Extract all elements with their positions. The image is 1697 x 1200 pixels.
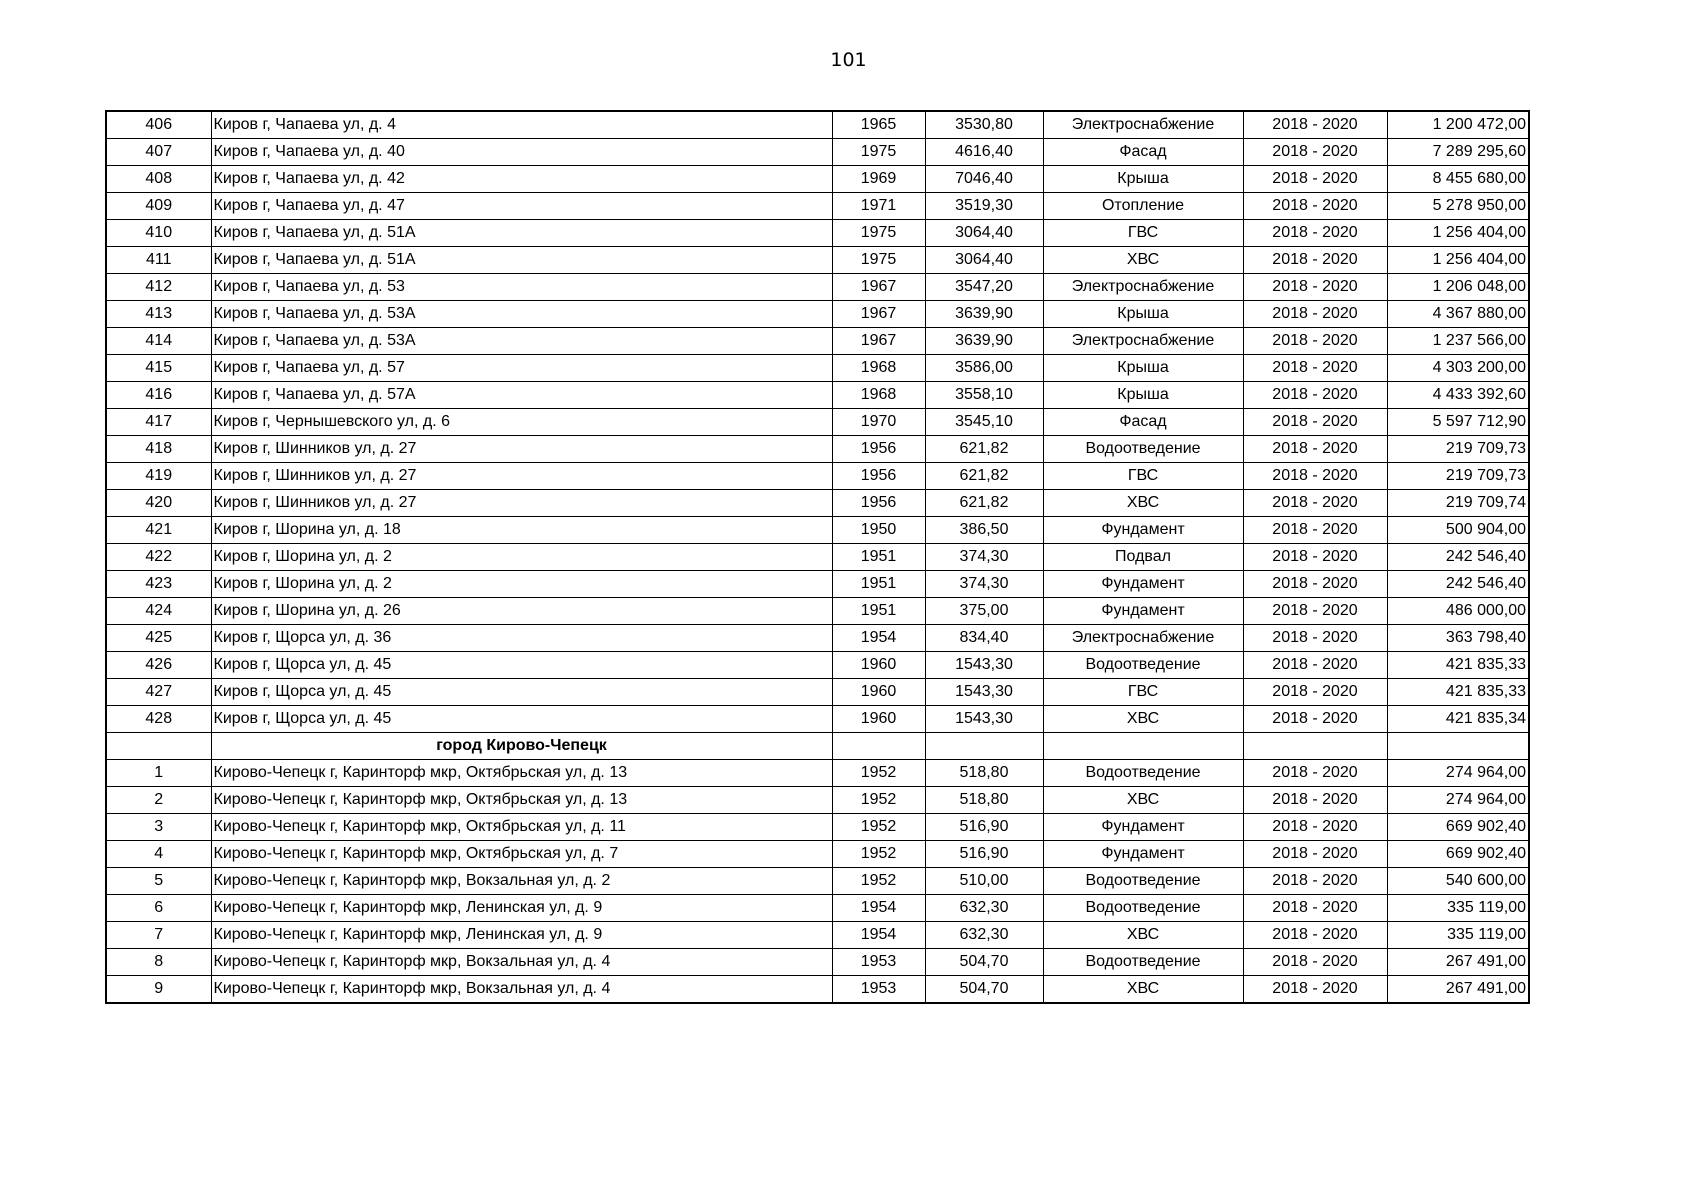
cell-period: 2018 - 2020	[1243, 949, 1387, 976]
cell-area: 621,82	[925, 436, 1043, 463]
cell-number: 408	[106, 166, 211, 193]
page-number: 101	[830, 49, 867, 71]
cell-cost: 1 206 048,00	[1387, 274, 1529, 301]
cell-cost: 421 835,33	[1387, 652, 1529, 679]
table-row	[106, 976, 1529, 1004]
table-row	[106, 247, 1529, 274]
cell-cost: 4 433 392,60	[1387, 382, 1529, 409]
cell-work-type: Крыша	[1043, 382, 1243, 409]
cell-address: Киров г, Щорса ул, д. 45	[211, 652, 832, 679]
cell-year: 1965	[832, 111, 925, 139]
cell-cost: 1 237 566,00	[1387, 328, 1529, 355]
cell-year	[832, 733, 925, 760]
cell-number: 4	[106, 841, 211, 868]
cell-year: 1951	[832, 544, 925, 571]
cell-period: 2018 - 2020	[1243, 922, 1387, 949]
cell-address: Киров г, Шорина ул, д. 18	[211, 517, 832, 544]
cell-address: Киров г, Шинников ул, д. 27	[211, 490, 832, 517]
cell-number: 410	[106, 220, 211, 247]
cell-work-type: Фасад	[1043, 409, 1243, 436]
cell-period: 2018 - 2020	[1243, 139, 1387, 166]
cell-address: Кирово-Чепецк г, Каринторф мкр, Вокзальная ул, д. 4	[211, 949, 832, 976]
cell-period: 2018 - 2020	[1243, 247, 1387, 274]
table-body	[106, 111, 1529, 1003]
cell-year: 1960	[832, 652, 925, 679]
cell-year: 1975	[832, 247, 925, 274]
cell-period: 2018 - 2020	[1243, 787, 1387, 814]
cell-area: 7046,40	[925, 166, 1043, 193]
cell-address: Киров г, Чернышевского ул, д. 6	[211, 409, 832, 436]
cell-cost: 219 709,74	[1387, 490, 1529, 517]
cell-year: 1954	[832, 625, 925, 652]
cell-address: Кирово-Чепецк г, Каринторф мкр, Октябрьская ул, д. 13	[211, 760, 832, 787]
cell-cost: 219 709,73	[1387, 463, 1529, 490]
cell-area: 4616,40	[925, 139, 1043, 166]
table-row	[106, 544, 1529, 571]
cell-period: 2018 - 2020	[1243, 895, 1387, 922]
cell-number: 412	[106, 274, 211, 301]
cell-cost: 1 200 472,00	[1387, 111, 1529, 139]
cell-address: Киров г, Щорса ул, д. 45	[211, 706, 832, 733]
cell-area: 1543,30	[925, 652, 1043, 679]
cell-period: 2018 - 2020	[1243, 868, 1387, 895]
cell-number: 423	[106, 571, 211, 598]
cell-work-type: Фасад	[1043, 139, 1243, 166]
cell-cost: 242 546,40	[1387, 571, 1529, 598]
cell-work-type: Фундамент	[1043, 841, 1243, 868]
cell-area: 3639,90	[925, 301, 1043, 328]
cell-cost: 335 119,00	[1387, 895, 1529, 922]
cell-cost: 363 798,40	[1387, 625, 1529, 652]
cell-period: 2018 - 2020	[1243, 463, 1387, 490]
cell-number: 8	[106, 949, 211, 976]
cell-work-type: Отопление	[1043, 193, 1243, 220]
cell-address: Киров г, Чапаева ул, д. 51А	[211, 247, 832, 274]
cell-work-type: ХВС	[1043, 922, 1243, 949]
cell-address: Киров г, Щорса ул, д. 45	[211, 679, 832, 706]
cell-year: 1952	[832, 787, 925, 814]
cell-number: 417	[106, 409, 211, 436]
repair-register-table	[105, 110, 1530, 1004]
cell-number: 427	[106, 679, 211, 706]
cell-period: 2018 - 2020	[1243, 652, 1387, 679]
cell-area: 3639,90	[925, 328, 1043, 355]
cell-year: 1968	[832, 355, 925, 382]
cell-cost: 500 904,00	[1387, 517, 1529, 544]
cell-work-type: Фундамент	[1043, 598, 1243, 625]
cell-number: 414	[106, 328, 211, 355]
cell-cost: 669 902,40	[1387, 814, 1529, 841]
cell-year: 1951	[832, 571, 925, 598]
cell-period	[1243, 733, 1387, 760]
cell-work-type: Фундамент	[1043, 571, 1243, 598]
cell-cost: 1 256 404,00	[1387, 220, 1529, 247]
section-header-row	[106, 733, 1529, 760]
cell-work-type: ГВС	[1043, 220, 1243, 247]
cell-year: 1953	[832, 976, 925, 1004]
cell-address: Кирово-Чепецк г, Каринторф мкр, Октябрьская ул, д. 7	[211, 841, 832, 868]
cell-work-type: Электроснабжение	[1043, 274, 1243, 301]
cell-period: 2018 - 2020	[1243, 436, 1387, 463]
cell-period: 2018 - 2020	[1243, 355, 1387, 382]
cell-year: 1967	[832, 328, 925, 355]
cell-work-type: Электроснабжение	[1043, 625, 1243, 652]
cell-number: 2	[106, 787, 211, 814]
table-row	[106, 490, 1529, 517]
cell-cost: 5 597 712,90	[1387, 409, 1529, 436]
cell-work-type: Фундамент	[1043, 814, 1243, 841]
table-row	[106, 922, 1529, 949]
table-row	[106, 787, 1529, 814]
cell-number: 6	[106, 895, 211, 922]
table-row	[106, 841, 1529, 868]
cell-period: 2018 - 2020	[1243, 706, 1387, 733]
cell-cost: 1 256 404,00	[1387, 247, 1529, 274]
cell-area: 518,80	[925, 760, 1043, 787]
cell-work-type: Водоотведение	[1043, 436, 1243, 463]
cell-address: Киров г, Чапаева ул, д. 57А	[211, 382, 832, 409]
cell-work-type: Крыша	[1043, 301, 1243, 328]
cell-cost: 267 491,00	[1387, 949, 1529, 976]
cell-period: 2018 - 2020	[1243, 679, 1387, 706]
cell-year: 1956	[832, 490, 925, 517]
cell-area: 3558,10	[925, 382, 1043, 409]
cell-cost: 421 835,33	[1387, 679, 1529, 706]
cell-address: Киров г, Чапаева ул, д. 53А	[211, 328, 832, 355]
cell-period: 2018 - 2020	[1243, 490, 1387, 517]
cell-cost: 669 902,40	[1387, 841, 1529, 868]
cell-number: 406	[106, 111, 211, 139]
cell-address: Киров г, Шорина ул, д. 26	[211, 598, 832, 625]
cell-number: 5	[106, 868, 211, 895]
cell-area: 504,70	[925, 949, 1043, 976]
cell-year: 1967	[832, 274, 925, 301]
cell-cost: 486 000,00	[1387, 598, 1529, 625]
table-row	[106, 220, 1529, 247]
cell-area: 3064,40	[925, 247, 1043, 274]
cell-year: 1951	[832, 598, 925, 625]
cell-cost: 7 289 295,60	[1387, 139, 1529, 166]
cell-area: 374,30	[925, 571, 1043, 598]
cell-cost: 5 278 950,00	[1387, 193, 1529, 220]
cell-address: Кирово-Чепецк г, Каринторф мкр, Ленинская ул, д. 9	[211, 922, 832, 949]
cell-year: 1954	[832, 922, 925, 949]
cell-area: 375,00	[925, 598, 1043, 625]
cell-year: 1971	[832, 193, 925, 220]
cell-period: 2018 - 2020	[1243, 841, 1387, 868]
cell-address: Киров г, Чапаева ул, д. 53	[211, 274, 832, 301]
cell-work-type: ХВС	[1043, 787, 1243, 814]
cell-area: 1543,30	[925, 706, 1043, 733]
cell-year: 1952	[832, 760, 925, 787]
cell-year: 1952	[832, 841, 925, 868]
cell-year: 1960	[832, 679, 925, 706]
cell-period: 2018 - 2020	[1243, 220, 1387, 247]
cell-cost: 421 835,34	[1387, 706, 1529, 733]
cell-period: 2018 - 2020	[1243, 571, 1387, 598]
table-row	[106, 409, 1529, 436]
cell-area: 621,82	[925, 463, 1043, 490]
cell-period: 2018 - 2020	[1243, 328, 1387, 355]
table-row	[106, 382, 1529, 409]
cell-year: 1952	[832, 868, 925, 895]
cell-period: 2018 - 2020	[1243, 111, 1387, 139]
table-row	[106, 274, 1529, 301]
cell-work-type: Водоотведение	[1043, 868, 1243, 895]
cell-work-type: Водоотведение	[1043, 949, 1243, 976]
cell-period: 2018 - 2020	[1243, 976, 1387, 1004]
table-row	[106, 598, 1529, 625]
cell-year: 1952	[832, 814, 925, 841]
cell-area: 3530,80	[925, 111, 1043, 139]
cell-number: 419	[106, 463, 211, 490]
cell-address: Киров г, Чапаева ул, д. 47	[211, 193, 832, 220]
cell-address: Киров г, Шинников ул, д. 27	[211, 436, 832, 463]
cell-address: Киров г, Чапаева ул, д. 4	[211, 111, 832, 139]
cell-work-type: ГВС	[1043, 679, 1243, 706]
cell-cost: 274 964,00	[1387, 760, 1529, 787]
cell-cost: 4 367 880,00	[1387, 301, 1529, 328]
cell-period: 2018 - 2020	[1243, 382, 1387, 409]
cell-number: 421	[106, 517, 211, 544]
cell-area: 516,90	[925, 814, 1043, 841]
table-row	[106, 706, 1529, 733]
cell-year: 1970	[832, 409, 925, 436]
cell-address: Киров г, Чапаева ул, д. 40	[211, 139, 832, 166]
cell-period: 2018 - 2020	[1243, 301, 1387, 328]
cell-work-type: Подвал	[1043, 544, 1243, 571]
cell-area: 632,30	[925, 922, 1043, 949]
cell-address: Киров г, Чапаева ул, д. 42	[211, 166, 832, 193]
cell-number: 418	[106, 436, 211, 463]
cell-year: 1956	[832, 463, 925, 490]
cell-area: 374,30	[925, 544, 1043, 571]
cell-work-type	[1043, 733, 1243, 760]
cell-work-type: Водоотведение	[1043, 760, 1243, 787]
cell-address: Киров г, Шинников ул, д. 27	[211, 463, 832, 490]
cell-period: 2018 - 2020	[1243, 193, 1387, 220]
cell-work-type: ХВС	[1043, 490, 1243, 517]
table-row	[106, 652, 1529, 679]
cell-cost: 4 303 200,00	[1387, 355, 1529, 382]
cell-number: 7	[106, 922, 211, 949]
cell-number	[106, 733, 211, 760]
table-row	[106, 625, 1529, 652]
cell-period: 2018 - 2020	[1243, 625, 1387, 652]
cell-area: 621,82	[925, 490, 1043, 517]
cell-number: 411	[106, 247, 211, 274]
table-row	[106, 679, 1529, 706]
cell-number: 409	[106, 193, 211, 220]
table-row	[106, 301, 1529, 328]
cell-work-type: ГВС	[1043, 463, 1243, 490]
cell-work-type: ХВС	[1043, 247, 1243, 274]
cell-number: 424	[106, 598, 211, 625]
cell-cost: 274 964,00	[1387, 787, 1529, 814]
cell-area: 518,80	[925, 787, 1043, 814]
cell-period: 2018 - 2020	[1243, 760, 1387, 787]
cell-number: 428	[106, 706, 211, 733]
cell-address: Кирово-Чепецк г, Каринторф мкр, Вокзальная ул, д. 2	[211, 868, 832, 895]
cell-area: 3064,40	[925, 220, 1043, 247]
cell-year: 1975	[832, 139, 925, 166]
cell-year: 1975	[832, 220, 925, 247]
table-row	[106, 814, 1529, 841]
table-row	[106, 949, 1529, 976]
cell-period: 2018 - 2020	[1243, 409, 1387, 436]
cell-number: 3	[106, 814, 211, 841]
cell-area: 3545,10	[925, 409, 1043, 436]
cell-year: 1969	[832, 166, 925, 193]
cell-number: 413	[106, 301, 211, 328]
table-row	[106, 571, 1529, 598]
cell-work-type: Крыша	[1043, 166, 1243, 193]
cell-number: 420	[106, 490, 211, 517]
cell-area	[925, 733, 1043, 760]
cell-address: Киров г, Щорса ул, д. 36	[211, 625, 832, 652]
cell-area: 510,00	[925, 868, 1043, 895]
table-row	[106, 328, 1529, 355]
table-row	[106, 868, 1529, 895]
cell-period: 2018 - 2020	[1243, 274, 1387, 301]
cell-area: 632,30	[925, 895, 1043, 922]
table-row	[106, 166, 1529, 193]
table-row	[106, 760, 1529, 787]
cell-area: 3586,00	[925, 355, 1043, 382]
cell-number: 426	[106, 652, 211, 679]
cell-area: 3547,20	[925, 274, 1043, 301]
cell-work-type: Крыша	[1043, 355, 1243, 382]
cell-work-type: ХВС	[1043, 706, 1243, 733]
cell-cost	[1387, 733, 1529, 760]
cell-cost: 267 491,00	[1387, 976, 1529, 1004]
table-row	[106, 139, 1529, 166]
cell-address: Кирово-Чепецк г, Каринторф мкр, Октябрьская ул, д. 11	[211, 814, 832, 841]
cell-area: 504,70	[925, 976, 1043, 1004]
cell-period: 2018 - 2020	[1243, 517, 1387, 544]
cell-number: 407	[106, 139, 211, 166]
cell-address: Киров г, Чапаева ул, д. 51А	[211, 220, 832, 247]
cell-address: Кирово-Чепецк г, Каринторф мкр, Вокзальная ул, д. 4	[211, 976, 832, 1004]
cell-cost: 219 709,73	[1387, 436, 1529, 463]
table-row	[106, 193, 1529, 220]
cell-work-type: Электроснабжение	[1043, 111, 1243, 139]
table-row	[106, 517, 1529, 544]
cell-year: 1950	[832, 517, 925, 544]
cell-number: 415	[106, 355, 211, 382]
cell-address: Киров г, Шорина ул, д. 2	[211, 544, 832, 571]
cell-work-type: Водоотведение	[1043, 895, 1243, 922]
cell-address: Киров г, Шорина ул, д. 2	[211, 571, 832, 598]
cell-work-type: Электроснабжение	[1043, 328, 1243, 355]
cell-work-type: Фундамент	[1043, 517, 1243, 544]
cell-year: 1960	[832, 706, 925, 733]
cell-year: 1954	[832, 895, 925, 922]
cell-address: Киров г, Чапаева ул, д. 57	[211, 355, 832, 382]
cell-work-type: ХВС	[1043, 976, 1243, 1004]
cell-number: 416	[106, 382, 211, 409]
table-row	[106, 463, 1529, 490]
cell-cost: 540 600,00	[1387, 868, 1529, 895]
cell-year: 1956	[832, 436, 925, 463]
cell-cost: 8 455 680,00	[1387, 166, 1529, 193]
cell-address: Кирово-Чепецк г, Каринторф мкр, Октябрьская ул, д. 13	[211, 787, 832, 814]
section-title: город Кирово-Чепецк	[211, 733, 832, 760]
table-row	[106, 355, 1529, 382]
cell-year: 1968	[832, 382, 925, 409]
cell-area: 1543,30	[925, 679, 1043, 706]
table-row	[106, 111, 1529, 139]
cell-period: 2018 - 2020	[1243, 598, 1387, 625]
cell-area: 834,40	[925, 625, 1043, 652]
cell-number: 1	[106, 760, 211, 787]
cell-number: 9	[106, 976, 211, 1004]
table-row	[106, 436, 1529, 463]
cell-period: 2018 - 2020	[1243, 814, 1387, 841]
cell-cost: 242 546,40	[1387, 544, 1529, 571]
cell-year: 1953	[832, 949, 925, 976]
cell-period: 2018 - 2020	[1243, 166, 1387, 193]
table-row	[106, 895, 1529, 922]
cell-number: 425	[106, 625, 211, 652]
cell-number: 422	[106, 544, 211, 571]
cell-area: 516,90	[925, 841, 1043, 868]
cell-cost: 335 119,00	[1387, 922, 1529, 949]
cell-work-type: Водоотведение	[1043, 652, 1243, 679]
cell-area: 386,50	[925, 517, 1043, 544]
cell-address: Кирово-Чепецк г, Каринторф мкр, Ленинская ул, д. 9	[211, 895, 832, 922]
cell-area: 3519,30	[925, 193, 1043, 220]
cell-period: 2018 - 2020	[1243, 544, 1387, 571]
cell-year: 1967	[832, 301, 925, 328]
cell-address: Киров г, Чапаева ул, д. 53А	[211, 301, 832, 328]
